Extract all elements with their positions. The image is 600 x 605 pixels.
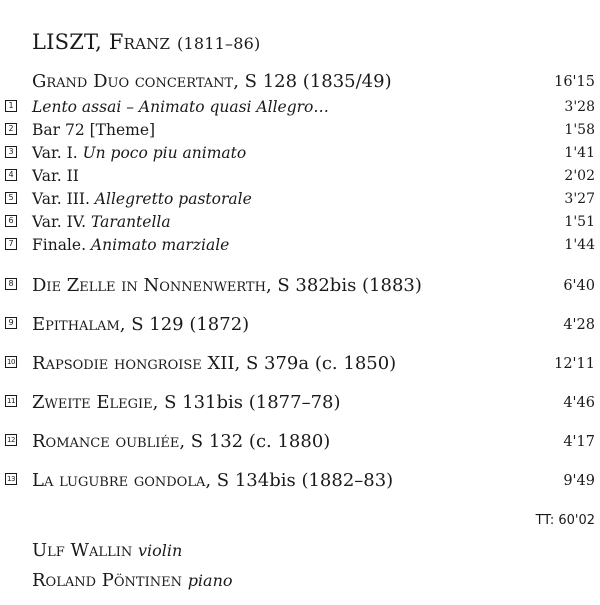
track-row xyxy=(0,430,600,454)
track-row xyxy=(0,469,600,493)
composer-heading xyxy=(32,30,260,54)
track-duration: 1'51 xyxy=(564,214,595,230)
track-number: 6 xyxy=(5,215,17,227)
track-number: 10 xyxy=(5,356,17,368)
composer-name: LISZT, Franz xyxy=(32,30,171,54)
track-duration: 3'27 xyxy=(564,191,595,207)
performer-name: Ulf Wallin xyxy=(32,540,133,561)
performer-instrument: piano xyxy=(187,571,233,590)
performer-name: Roland Pöntinen xyxy=(32,570,182,591)
track-duration: 2'02 xyxy=(564,168,595,184)
track-title: Var. II xyxy=(32,167,79,185)
track-duration: 3'28 xyxy=(564,99,595,115)
work-title: Grand Duo concertant, S 128 (1835/49) xyxy=(32,71,392,92)
track-row xyxy=(0,313,600,337)
track-number: 1 xyxy=(5,100,17,112)
track-row xyxy=(0,165,600,189)
track-number: 7 xyxy=(5,238,17,250)
track-title: Bar 72 [Theme] xyxy=(32,121,156,139)
track-title: La lugubre gondola, S 134bis (1882–83) xyxy=(32,470,394,491)
performer xyxy=(32,570,233,591)
track-duration: 1'58 xyxy=(564,122,595,138)
track-row xyxy=(0,142,600,166)
track-number: 11 xyxy=(5,395,17,407)
total-time: TT: 60'02 xyxy=(535,513,595,528)
track-number: 8 xyxy=(5,278,17,290)
track-row xyxy=(0,274,600,298)
track-title: Var. I. Un poco piu animato xyxy=(32,144,247,162)
track-duration: 6'40 xyxy=(563,278,595,294)
track-duration: 12'11 xyxy=(554,356,595,372)
track-number: 5 xyxy=(5,192,17,204)
track-number: 3 xyxy=(5,146,17,158)
work-duration: 16'15 xyxy=(554,74,595,90)
track-row xyxy=(0,119,600,143)
performer xyxy=(32,540,182,561)
track-number: 4 xyxy=(5,169,17,181)
track-duration: 4'17 xyxy=(563,434,595,450)
track-title: Romance oubliée, S 132 (c. 1880) xyxy=(32,431,331,452)
track-row xyxy=(0,188,600,212)
track-row xyxy=(0,234,600,258)
track-title: Finale. Animato marziale xyxy=(32,236,230,254)
track-row xyxy=(0,96,600,120)
track-number: 9 xyxy=(5,317,17,329)
track-duration: 4'46 xyxy=(563,395,595,411)
track-duration: 9'49 xyxy=(563,473,595,489)
track-title: Lento assai – Animato quasi Allegro… xyxy=(32,98,329,116)
track-duration: 1'41 xyxy=(564,145,595,161)
track-row xyxy=(0,391,600,415)
track-duration: 4'28 xyxy=(563,317,595,333)
track-duration: 1'44 xyxy=(564,237,595,253)
work-heading xyxy=(0,70,600,94)
track-row xyxy=(0,352,600,376)
track-title: Die Zelle in Nonnenwerth, S 382bis (1883) xyxy=(32,275,422,296)
track-title: Var. III. Allegretto pastorale xyxy=(32,190,252,208)
track-number: 13 xyxy=(5,473,17,485)
track-title: Var. IV. Tarantella xyxy=(32,213,171,231)
track-title: Rapsodie hongroise XII, S 379a (c. 1850) xyxy=(32,353,397,374)
composer-years: (1811–86) xyxy=(177,34,261,53)
track-title: Zweite Elegie, S 131bis (1877–78) xyxy=(32,392,341,413)
performer-instrument: violin xyxy=(137,541,183,560)
track-number: 12 xyxy=(5,434,17,446)
track-row xyxy=(0,211,600,235)
track-title: Epithalam, S 129 (1872) xyxy=(32,314,250,335)
track-number: 2 xyxy=(5,123,17,135)
